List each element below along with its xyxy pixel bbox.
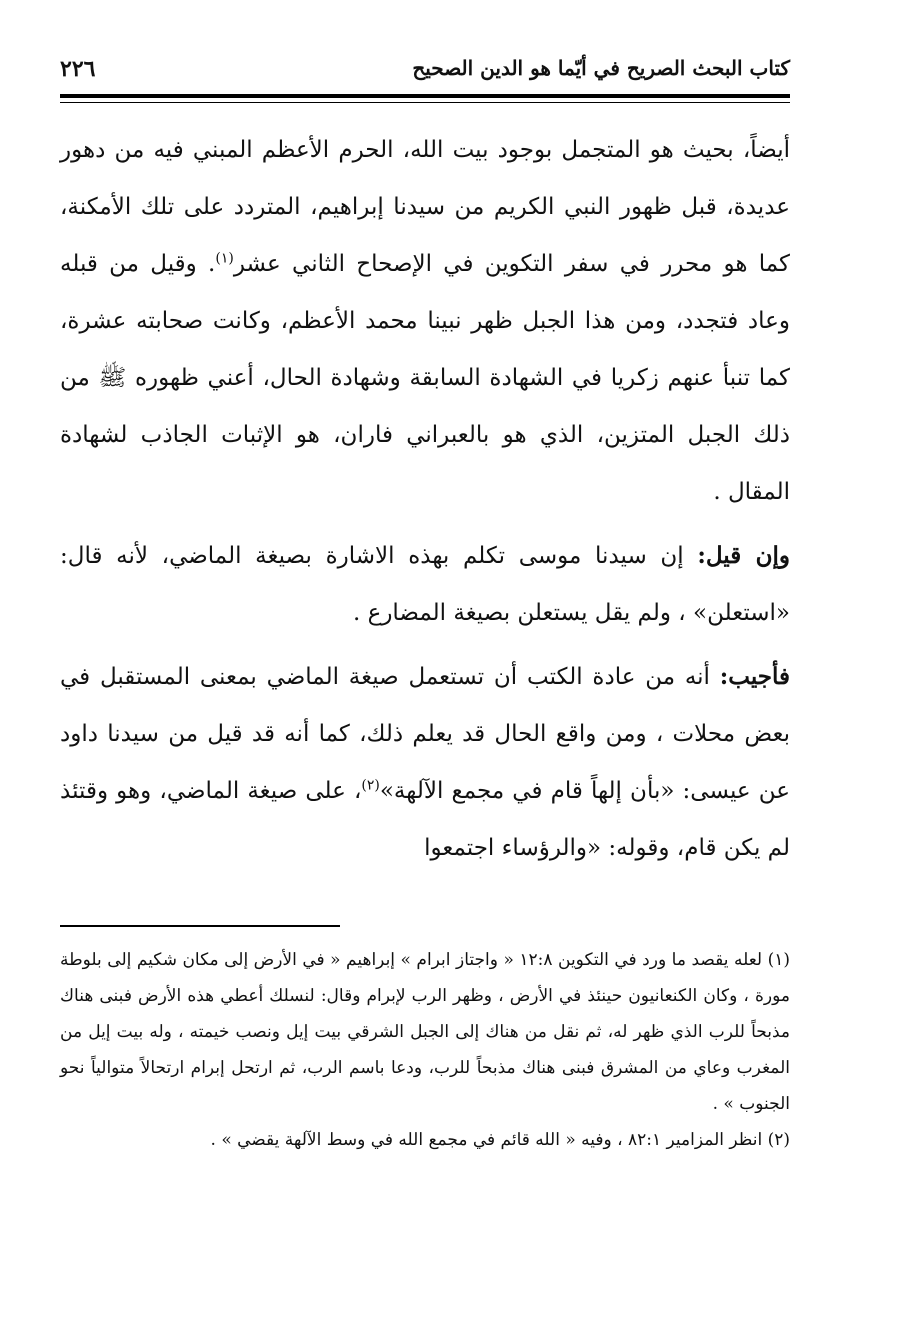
main-text (60, 122, 790, 883)
running-header (60, 50, 790, 90)
footnote-ref-2: (٢) (361, 777, 380, 794)
footnote-2: (٢) انظر المزامير ٨٢:١ ، وفيه « الله قائم في مجمع الله في وسط الآلهة يقضي » . (210, 1130, 790, 1150)
paragraph-3-text: أنه من عادة الكتب أن تستعمل صيغة الماضي بمعنى المستقبل في بعض محلات ، ومن واقع الحال قد يعلم ذلك، كما أنه قد قيل من سيدنا داود عن عيسى: «بأن إلهاً قام في مجمع الآلهة» (60, 664, 790, 804)
paragraph-1-text: أيضاً، بحيث هو المتجمل بوجود بيت الله، الحرم الأعظم المبني فيه من دهور عديدة، قبل ظهور النبي الكريم من سيدنا إبراهيم، المتردد على تلك الأمكنة، كما هو محرر في سفر التكوين في الإصحاح الثاني عشر (60, 137, 791, 277)
footnote-ref-1: (١) (215, 250, 234, 267)
paragraph-3-lead: فأجيب: (719, 663, 790, 690)
paragraph-2 (60, 527, 790, 642)
footnote-1: (١) لعله يقصد ما ورد في التكوين ١٢:٨ « واجتاز ابرام » إبراهيم « في الأرض إلى مكان شكيم إلى بلوطة مورة ، وكان الكنعانيون حينئذ في الأرض ، وظهر الرب لإبرام وقال: لنسلك أعطي هذه الأرض فبنى هناك مذبحاً للرب الذي ظهر له، ثم نقل من هناك إلى الجبل الشرقي بيت إيل ونصب خيمته ، وله بيت إيل من المغرب وعاي من المشرق فبنى هناك مذبحاً للرب، ودعا باسم الرب، ثم ارتحل إبرام ارتحالاً متوالياً نحو الجنوب » . (60, 950, 790, 1114)
footnotes (60, 942, 790, 1158)
paragraph-3-continued: ، على صيغة الماضي، وهو وقتئذ لم يكن قام، وقوله: «والرؤساء اجتمعوا (60, 778, 790, 861)
paragraph-3 (60, 648, 790, 877)
page-number: ٢٢٦ (60, 56, 96, 82)
header-rule-thin (60, 102, 790, 103)
paragraph-1 (60, 122, 790, 521)
header-rule-thick (60, 94, 790, 98)
paragraph-2-text: إن سيدنا موسى تكلم بهذه الاشارة بصيغة الماضي، لأنه قال: «استعلن» ، ولم يقل يستعلن بصيغة المضارع . (60, 543, 790, 626)
book-page (60, 50, 790, 1290)
footnote-separator (60, 925, 340, 927)
paragraph-1-continued: . وقيل من قبله وعاد فتجدد، ومن هذا الجبل ظهر نبينا محمد الأعظم، وكانت صحابته عشرة، كما تنبأ عنهم زكريا في الشهادة السابقة وشهادة الحال، أعني ظهوره ﷺ من ذلك الجبل المتزين، الذي هو بالعبراني فاران، هو الإثبات الجاذب لشهادة المقال . (60, 251, 790, 505)
book-title: كتاب البحث الصريح في أيّما هو الدين الصحيح (412, 56, 790, 80)
paragraph-2-lead: وإن قيل: (697, 542, 790, 569)
